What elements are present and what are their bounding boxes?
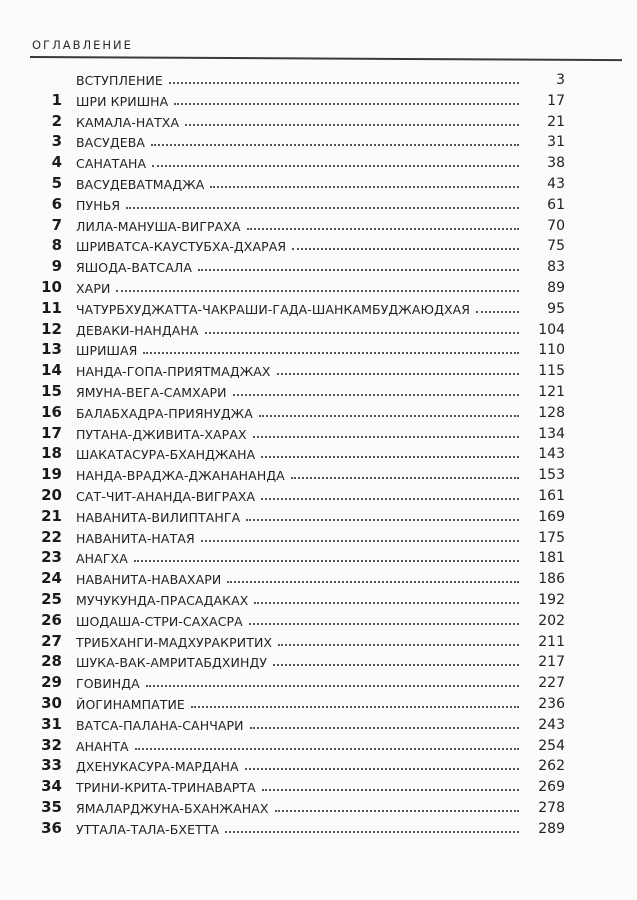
page-number: 243 [538, 716, 565, 733]
dot-leader [185, 124, 519, 126]
dot-leader [292, 248, 519, 250]
dot-leader [246, 519, 519, 521]
dot-leader [291, 477, 519, 479]
page-number: 211 [538, 633, 565, 650]
chapter-title: ХАРИ [76, 281, 111, 296]
toc-entry [0, 214, 637, 234]
chapter-title: ШОДАША-СТРИ-САХАСРА [76, 613, 243, 629]
chapter-title: ПУНЬЯ [76, 197, 121, 213]
dot-leader [247, 228, 519, 230]
dot-leader [249, 623, 519, 625]
chapter-title: АНАГХА [76, 551, 128, 567]
chapter-title: ШАКАТАСУРА-БХАНДЖАНА [76, 447, 256, 463]
dot-leader [476, 311, 519, 313]
chapter-title: УТТАЛА-ТАЛА-БХЕТТА [76, 821, 220, 837]
chapter-title: ЛИЛА-МАНУША-ВИГРАХА [76, 218, 241, 234]
toc-entry [0, 380, 637, 400]
toc-entry [0, 775, 637, 795]
toc-entry [0, 630, 637, 650]
toc-entry [0, 193, 637, 213]
toc-entry [0, 110, 637, 130]
page-number: 236 [538, 696, 565, 712]
chapter-number: 16 [41, 402, 62, 421]
chapter-title: ДЕВАКИ-НАНДАНА [76, 322, 199, 338]
chapter-number: 18 [41, 444, 62, 463]
chapter-title: ГОВИНДА [76, 676, 140, 692]
page-number: 128 [538, 404, 565, 421]
page-number: 89 [547, 280, 565, 296]
chapter-number: 3 [51, 132, 62, 151]
chapter-number: 10 [41, 278, 62, 296]
chapter-number: 33 [41, 756, 62, 775]
chapter-number: 30 [41, 694, 62, 712]
page-number: 262 [538, 758, 565, 775]
chapter-title: ШРИ КРИШНА [76, 93, 169, 109]
chapter-title: САТ-ЧИТ-АНАНДА-ВИГРАХА [76, 489, 256, 504]
dot-leader [273, 664, 519, 666]
page-number: 115 [538, 363, 565, 380]
toc-entry [0, 546, 637, 566]
toc-entry [0, 817, 637, 837]
chapter-number: 31 [41, 714, 62, 733]
chapter-number: 12 [41, 319, 62, 338]
page-number: 17 [547, 92, 565, 109]
chapter-title: ЧАТУРБХУДЖАТТА-ЧАКРАШИ-ГАДА-ШАНКАМБУДЖАЮДХАЯ [76, 301, 471, 317]
chapter-number: 19 [41, 465, 62, 484]
header-rule [30, 56, 622, 61]
chapter-title: ВАТСА-ПАЛАНА-САНЧАРИ [76, 717, 244, 733]
chapter-title: ЯМАЛАРДЖУНА-БХАНЖАНАХ [76, 801, 269, 816]
dot-leader [275, 810, 519, 812]
toc-entry [0, 130, 637, 150]
page-number: 278 [538, 800, 565, 816]
toc-entry [0, 401, 637, 421]
dot-leader [198, 269, 519, 271]
toc-entry [0, 796, 637, 816]
toc-entry [0, 255, 637, 275]
page-number: 143 [538, 446, 565, 463]
page-number: 70 [547, 217, 565, 234]
chapter-number: 29 [41, 673, 62, 692]
page-number: 153 [538, 467, 565, 484]
dot-leader [205, 332, 519, 334]
toc-entry [0, 276, 637, 296]
page-number: 31 [547, 134, 565, 151]
dot-leader [169, 82, 519, 84]
page-number: 161 [538, 488, 565, 504]
page-number: 169 [538, 508, 565, 525]
chapter-number: 15 [41, 382, 62, 400]
chapter-title: ВАСУДЕВА [76, 135, 146, 151]
chapter-number: 14 [41, 361, 62, 380]
toc-entry [0, 671, 637, 691]
dot-leader [233, 394, 519, 396]
toc-entry [0, 754, 637, 774]
toc-entry [0, 89, 637, 109]
toc-entry [0, 234, 637, 254]
toc-entry [0, 484, 637, 504]
page-number: 3 [556, 72, 565, 88]
dot-leader [261, 456, 519, 458]
chapter-number: 27 [41, 631, 62, 650]
chapter-number: 36 [41, 818, 62, 837]
chapter-title: САНАТАНА [76, 156, 147, 172]
toc-entry [0, 713, 637, 733]
chapter-number: 5 [51, 174, 62, 192]
toc-entry [0, 422, 637, 442]
chapter-number: 22 [41, 527, 62, 546]
toc-entry [0, 68, 637, 88]
chapter-title: ДХЕНУКАСУРА-МАРДАНА [76, 759, 239, 775]
dot-leader [261, 498, 519, 500]
chapter-title: ШУКА-ВАК-АМРИТАБДХИНДУ [76, 655, 268, 671]
chapter-number: 17 [41, 423, 62, 442]
chapter-title: ПУТАНА-ДЖИВИТА-ХАРАХ [76, 426, 247, 442]
dot-leader [126, 207, 519, 209]
page-number: 95 [547, 300, 565, 317]
page-number: 83 [547, 259, 565, 276]
chapter-title: БАЛАБХАДРА-ПРИЯНУДЖА [76, 405, 253, 421]
chapter-number: 23 [41, 548, 62, 567]
chapter-number: 20 [41, 486, 62, 504]
dot-leader [135, 748, 519, 750]
page-number: 202 [538, 612, 565, 629]
toc-entry [0, 297, 637, 317]
page-number: 43 [547, 176, 565, 192]
page-number: 181 [538, 550, 565, 567]
dot-leader [254, 602, 519, 604]
chapter-number: 13 [41, 340, 62, 359]
page-number: 75 [547, 238, 565, 255]
page-number: 175 [538, 529, 565, 546]
dot-leader [277, 373, 519, 375]
chapter-title: НАНДА-ГОПА-ПРИЯТМАДЖАХ [76, 364, 271, 380]
chapter-number: 34 [41, 777, 62, 796]
chapter-title: ШРИВАТСА-КАУСТУБХА-ДХАРАЯ [76, 239, 287, 255]
chapter-number: 2 [51, 111, 62, 130]
dot-leader [152, 165, 519, 167]
dot-leader [225, 831, 519, 833]
toc-entry [0, 442, 637, 462]
toc-entry [0, 692, 637, 712]
dot-leader [210, 186, 519, 188]
toc-entry [0, 338, 637, 358]
chapter-title: ВСТУПЛЕНИЕ [76, 73, 163, 88]
chapter-number: 26 [41, 610, 62, 629]
chapter-number: 4 [51, 153, 62, 172]
dot-leader [174, 103, 519, 105]
chapter-title: ЯШОДА-ВАТСАЛА [76, 260, 193, 276]
dot-leader [253, 436, 519, 438]
page-number: 21 [547, 113, 565, 130]
chapter-number: 7 [51, 215, 62, 234]
page-number: 110 [538, 342, 565, 359]
chapter-number: 25 [41, 590, 62, 608]
dot-leader [143, 352, 519, 354]
toc-entry [0, 505, 637, 525]
page-number: 104 [538, 321, 565, 338]
page-header: ОГЛАВЛЕНИЕ [32, 38, 133, 52]
dot-leader [201, 540, 519, 542]
toc-entry [0, 650, 637, 670]
chapter-number: 8 [51, 236, 62, 255]
dot-leader [146, 685, 519, 687]
chapter-number: 32 [41, 735, 62, 754]
chapter-title: МУЧУКУНДА-ПРАСАДАКАХ [76, 593, 249, 608]
chapter-number: 35 [41, 798, 62, 816]
dot-leader [227, 581, 519, 583]
chapter-title: НАВАНИТА-НАТАЯ [76, 530, 195, 546]
chapter-title: ЯМУНА-ВЕГА-САМХАРИ [76, 385, 227, 400]
chapter-title: НАВАНИТА-НАВАХАРИ [76, 572, 222, 588]
page-number: 227 [538, 675, 565, 692]
chapter-title: ЙОГИНАМПАТИЕ [76, 697, 185, 712]
page-number: 192 [538, 592, 565, 608]
toc-entry [0, 172, 637, 192]
dot-leader [116, 290, 519, 292]
chapter-title: ТРИБХАНГИ-МАДХУРАКРИТИХ [76, 634, 273, 650]
chapter-title: НАВАНИТА-ВИЛИПТАНГА [76, 509, 241, 525]
dot-leader [191, 706, 519, 708]
page-number: 254 [538, 737, 565, 754]
page-number: 121 [538, 384, 565, 400]
toc-entry [0, 463, 637, 483]
chapter-title: ВАСУДЕВАТМАДЖА [76, 177, 205, 192]
page-number: 217 [538, 654, 565, 671]
chapter-title: КАМАЛА-НАТХА [76, 114, 180, 130]
page-number: 61 [547, 196, 565, 213]
dot-leader [262, 789, 519, 791]
chapter-title: ШРИШАЯ [76, 343, 138, 359]
chapter-number: 1 [51, 90, 62, 109]
chapter-number: 9 [51, 257, 62, 276]
page-number: 134 [538, 425, 565, 442]
chapter-number: 28 [41, 652, 62, 671]
chapter-title: АНАНТА [76, 738, 129, 754]
chapter-number: 6 [51, 194, 62, 213]
toc-entry [0, 588, 637, 608]
chapter-number: 24 [41, 569, 62, 588]
toc-entry [0, 526, 637, 546]
dot-leader [151, 144, 519, 146]
toc-entry [0, 151, 637, 171]
toc-entry [0, 734, 637, 754]
dot-leader [245, 768, 519, 770]
dot-leader [134, 560, 519, 562]
dot-leader [278, 644, 519, 646]
dot-leader [259, 415, 519, 417]
toc-entry [0, 318, 637, 338]
toc-entry [0, 359, 637, 379]
page-number: 269 [538, 779, 565, 796]
page-number: 186 [538, 571, 565, 588]
toc-entry [0, 609, 637, 629]
page-number: 38 [547, 155, 565, 172]
chapter-title: НАНДА-ВРАДЖА-ДЖАНАНАНДА [76, 468, 285, 484]
chapter-title: ТРИНИ-КРИТА-ТРИНАВАРТА [76, 780, 256, 796]
page-number: 289 [538, 820, 565, 837]
chapter-number: 21 [41, 506, 62, 525]
toc-entry [0, 567, 637, 587]
dot-leader [250, 727, 519, 729]
chapter-number: 11 [41, 298, 62, 317]
